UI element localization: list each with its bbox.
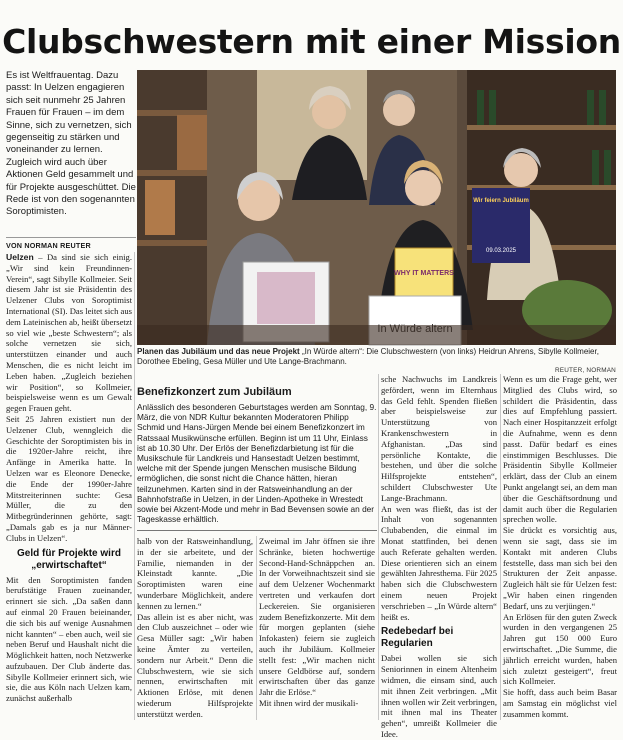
poster-title: Wir feiern Jubiläum <box>473 198 529 204</box>
column-divider <box>134 252 135 720</box>
article-column-1 <box>6 252 132 704</box>
paragraph: Zweimal im Jahr öffnen sie ihre Schränke, bieten hochwertige Second-Hand-Schnäppchen an. In der Vorweihnachtszeit sind sie auf dem Uelzener Wochenmarkt vertreten und verkaufen dort Leckereien. Sie organisieren zudem Benefizkonzerte. Mit dem für morgen geplanten (siehe Infokasten) feiern sie zugleich auch ihr Jubiläum. Kollmeier stellt fest: „Wir machen nicht unsere Geldbörse auf, sondern erwirtschaften über das ganze Jahr die Erlöse.“ <box>259 536 375 698</box>
paragraph: Sie hofft, dass auch beim Basar am Samstag ein möglichst viel zusammen kommt. <box>503 687 617 719</box>
paragraph: Mit ihnen wird der musikali- <box>259 697 359 708</box>
subheading: Redebedarf bei Regularien <box>381 626 454 650</box>
caption-bold: Planen das Jubiläum und das neue Projekt <box>137 347 300 356</box>
paragraph: Mit den Soroptimisten fanden berufstätige Frauen zueinander, erinnert sie sich. „Da saßen dann auf einmal 20 Frauen beieinander, die sich bis auf wenige Ausnahmen nicht kannten“ – eben auch, weil sie neben Beruf und Haushalt nicht die Möglichkeit hatten, noch Netzwerke aufzubauen. Der Club änderte das. Sibylle Kollmeier erinnert sich, wie sie, die aus Köln nach Uelzen kam, zunächst außerhalb <box>6 574 132 704</box>
info-box <box>137 386 377 524</box>
article-column-2b <box>259 536 375 709</box>
article-photo <box>137 70 616 345</box>
photo-caption <box>137 347 616 367</box>
divider <box>137 530 377 531</box>
article-column-2a <box>137 536 253 720</box>
caption-text: „In Würde altern“: Die Clubschwestern (von links) Heidrun Ahrens, Sibylle Kollmeier, Dorothee Ebeling, Gesa Müller und Ute Lange-Brachmann. <box>137 347 599 366</box>
intro-teaser: Es ist Weltfrauentag. Dazu passt: In Uelzen engagieren sich seit nunmehr 25 Jahren Frauen für Frauen – im dem Sinne, sich zu vernetzen, sich gegenseitig zu stärken und voneinander zu lernen. Zugleich wird auch über Aktionen Geld gesammelt und für Projekte ausgeschüttet. Die Rede ist von den sogenannten Soroptimisten. <box>6 70 136 218</box>
subheading: Geld für Projekte wird „erwirtschaftet“ <box>17 547 121 571</box>
paragraph: – Da sind sie sich einig. „Wir sind kein Freundinnen-Verein“, sagt Sibylle Kollmeier. Seit diesem Jahr ist sie Präsidentin des Uelzener Clubs von Soroptimist International (SI). Das leitet sich aus dem Lateinischen ab, heißt übersetzt so viel wie „beste Schwestern“; als solche vernetzen sie sich, unterstützen einander und auch Menschen, die es nicht leicht im Leben haben. „Zugleich beziehen wir Position“, so Kollmeier, beispielsweise wenn es um Gewalt gegen Frauen geht. <box>6 252 133 414</box>
article-column-3 <box>381 374 497 740</box>
article-column-4 <box>503 374 617 720</box>
book-title: WHY IT MATTERS <box>394 270 454 277</box>
paragraph: halb von der Ratsweinhandlung, in der sie arbeitete, und der Familie, niemanden in der Kleinstadt kannte. „Die Soroptimisten waren eine wunderbare Möglichkeit, andere kennen zu lernen.“ <box>137 536 253 611</box>
paragraph: Wenn es um die Frage geht, wer Mitglied des Clubs wird, so schildert die Präsidentin, dass dies auf Empfehlung passiert. Nach einer Hospitanzzeit erfolgt die Aufnahme, wenn es denn passt. Dafür bedarf es eines einstimmigen Beschlusses. Die Präsidentin Sibylle Kollmeier erklärt, dass der Club an einem Punkt angelangt sei, an dem man über die Geschäftsordnung und damit auch über die Regularien sprechen wolle. <box>503 374 617 525</box>
headline: Clubschwestern mit einer Mission <box>2 22 621 61</box>
paragraph: Sie drückt es vorsichtig aus, wenn sie sagt, dass sie im Kontakt mit anderen Clubs feststelle, dass man sich bei den Strukturen der Zeit anpasse. Zugleich hält sie für Uelzen fest: „Wir haben einen ringenden Bedarf, uns zu verjüngen.“ <box>503 525 617 611</box>
column-divider <box>256 536 257 720</box>
photo-credit: REUTER, NORMAN <box>554 367 616 374</box>
paragraph: An wen was fließt, das ist der Inhalt von sogenannten Clubabenden, die einmal im Monat stattfinden, bei denen auch Referate gehalten werden. Diese orientieren sich an einem gewählten Jahresthema. Für 2025 haben sich die Clubschwestern einem neuen Projekt verschrieben – „In Würde altern“ heißt es. <box>381 503 497 622</box>
poster-date: 09.03.2025 <box>485 248 517 254</box>
info-box-text: Anlässlich des besonderen Geburtstages werden am Sonntag, 9. März, die von NDR Kultur bekannten Moderatoren Philipp Schmid und Hans-Jürgen Mende bei einem Benefizkonzert im Ratssaal Musikwünsche erfüllen. Beginn ist um 11 Uhr, Einlass ist ab 10.30 Uhr. Der Erlös der Benefizdarbietung ist für die Musikschule für Landkreis und Hansestadt Uelzen bestimmt, welche mit der Spende jungen Menschen musische Bildung ermöglichen, die sonst nicht die Chance hätten, hieran teilzunehmen. Karten sind in der Ratsweinhandlung an der Bahnhofstraße in Uelzen, in der Linden-Apotheke in Wrestedt sowie bei Akzent-Mode und mehr in Bad Bevensen sowie an der Tageskasse erhältlich. <box>137 402 377 525</box>
paragraph: sche Nachwuchs im Landkreis gefördert, wenn im Elternhaus das Geld fehlt. Spenden fließen aber beispielsweise zur Unterstützung von Krankenschwestern in Afghanistan. „Das sind persönliche Kontakte, die bestehen, und über die solche Hilfsprojekte entstehen“, schildert Clubschwester Ute Lange-Brachmann. <box>381 374 497 503</box>
paragraph: Seit 25 Jahren existiert nun der Uelzener Club, wenngleich die Geschichte der Soroptimisten bis in die 1920er-Jahre reicht, ihre Anfänge in Amerika hatte. In Uelzen war es Eleonore Denecke, die Ende der 1990er-Jahre Mitstreiterinnen suchte: Gesa Müller, die zu den Mitbegründerinnen gehörte, sagt: „Damals gab es ja nur Männer-Clubs in Uelzen“. <box>6 413 132 543</box>
byline: VON NORMAN REUTER <box>6 237 136 250</box>
column-divider <box>500 374 501 720</box>
paragraph: Dabei wollen sie sich Seniorinnen in einem Altenheim widmen, die einsam sind, auch mit ihnen Zeit verbringen. „Mit ihnen wollen wir Zeit verbringen, mit ihnen mal ins Theater gehen“, umreißt Kollmeier die Idee. <box>381 653 497 739</box>
dateline: Uelzen <box>6 252 34 262</box>
info-box-title: Benefizkonzert zum Jubiläum <box>137 386 292 398</box>
column-divider <box>378 374 379 720</box>
paragraph: An Erlösen für den guten Zweck wurden in den vergangenen 25 Jahren gut 150 000 Euro erwirtschaftet. „Die Summe, die jährlich erreicht wurden, haben sich zuletzt gesteigert“, freut sich Kollmeier. <box>503 611 617 687</box>
paragraph: Das allein ist es aber nicht, was den Club auszeichnet – oder wie Gesa Müller sagt: „Wir haben keine Ämter zu verteilen, sondern nur Arbeit.“ Denn die Clubschwestern, wie sie sich nennen, erwirtschaften mit Aktionen Erlöse, mit denen wiederum Hilfsprojekte unterstützt werden. <box>137 611 253 719</box>
